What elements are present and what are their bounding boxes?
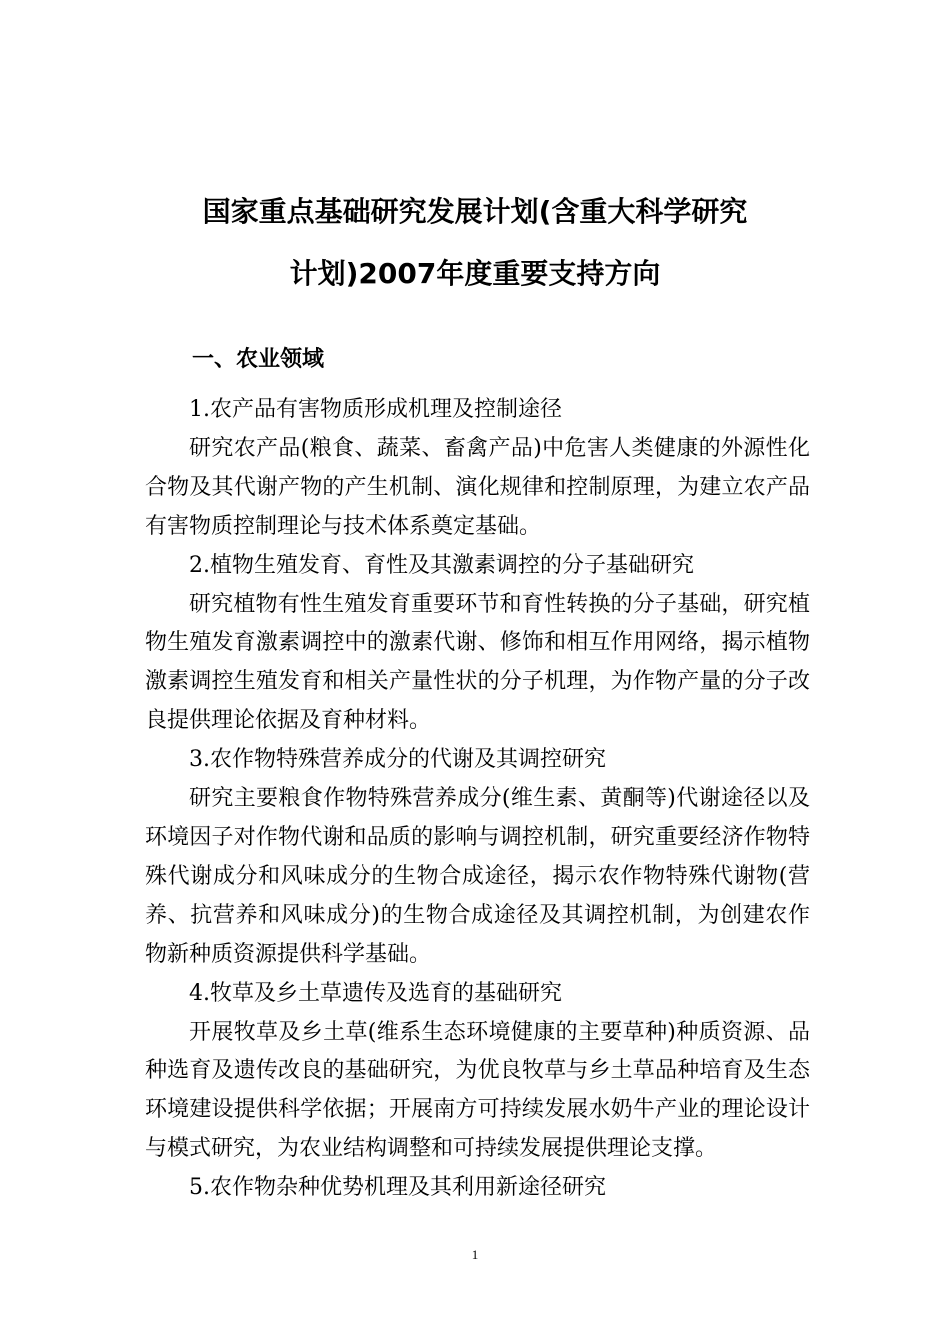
document-title-line-1: 国家重点基础研究发展计划(含重大科学研究 [202, 195, 748, 228]
document-body [145, 391, 810, 1208]
item-4-body: 开展牧草及乡土草(维系生态环境健康的主要草种)种质资源、品种选育及遗传改良的基础研究，为优良牧草与乡土草品种培育及生态环境建设提供科学依据；开展南方可持续发展水奶牛产业的理论设计与模式研究，为农业结构调整和可持续发展提供理论支撑。 [145, 1019, 810, 1162]
item-1-heading: 1.农产品有害物质形成机理及控制途径 [189, 397, 562, 422]
item-1-body: 研究农产品(粮食、蔬菜、畜禽产品)中危害人类健康的外源性化合物及其代谢产物的产生机制、演化规律和控制原理，为建立农产品有害物质控制理论与技术体系奠定基础。 [145, 435, 810, 539]
item-5-heading: 5.农作物杂种优势机理及其利用新途径研究 [189, 1175, 606, 1201]
item-2-heading: 2.植物生殖发育、育性及其激素调控的分子基础研究 [189, 552, 694, 578]
item-2-body: 研究植物有性生殖发育重要环节和育性转换的分子基础，研究植物生殖发育激素调控中的激素代谢、修饰和相互作用网络，揭示植物激素调控生殖发育和相关产量性状的分子机理，为作物产量的分子改良提供理论依据及育种材料。 [145, 591, 810, 734]
item-4-heading: 4.牧草及乡土草遗传及选育的基础研究 [189, 980, 562, 1006]
section-heading: 一、农业领域 [192, 347, 325, 372]
document-title-line-2: 计划)2007年度重要支持方向 [289, 257, 661, 290]
item-3-body: 研究主要粮食作物特殊营养成分(维生素、黄酮等)代谢途径以及环境因子对作物代谢和品质的影响与调控机制，研究重要经济作物特殊代谢成分和风味成分的生物合成途径，揭示农作物特殊代谢物(营养、抗营养和风味成分)的生物合成途径及其调控机制，为创建农作物新种质资源提供科学基础。 [145, 786, 810, 967]
page-number: 1 [471, 1247, 479, 1262]
item-3-heading: 3.农作物特殊营养成分的代谢及其调控研究 [189, 747, 606, 773]
